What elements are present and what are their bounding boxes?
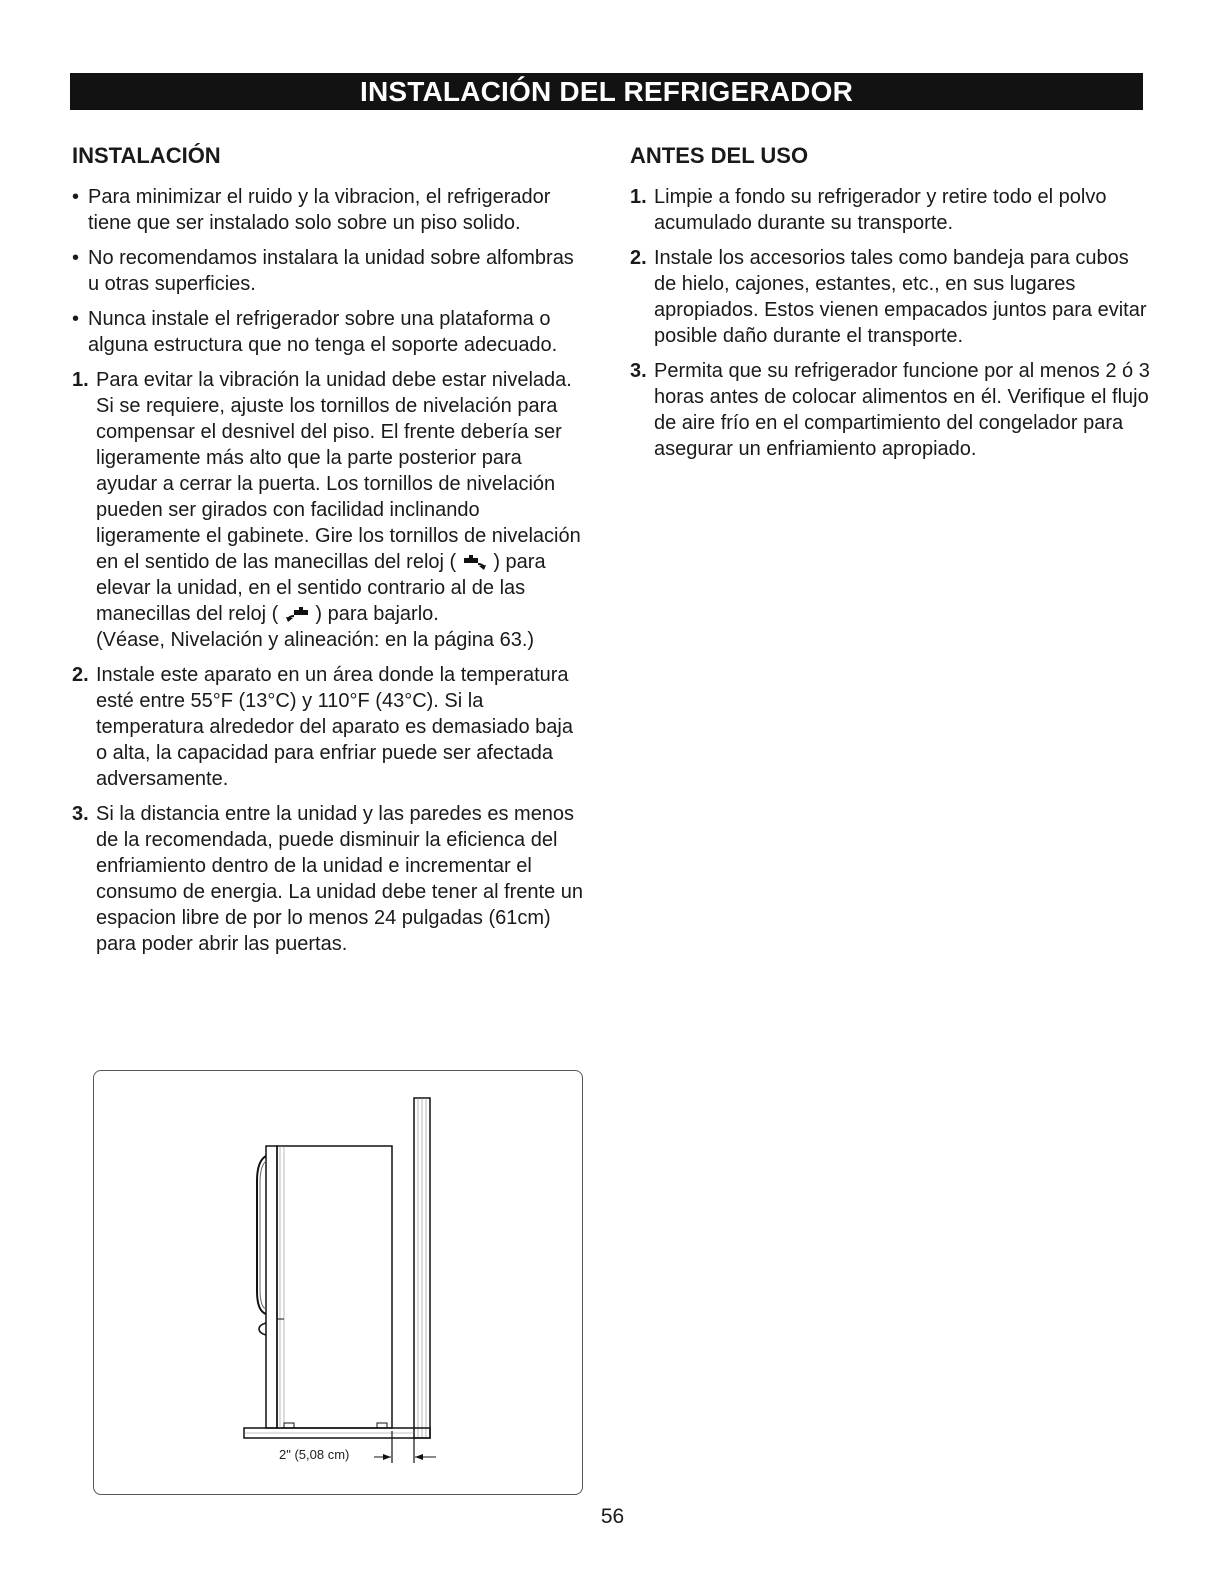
before-use-heading: ANTES DEL USO <box>630 143 809 168</box>
page-banner: INSTALACIÓN DEL REFRIGERADOR <box>70 73 1143 110</box>
clockwise-rotation-icon <box>462 555 488 571</box>
item-number: 1. <box>630 186 647 208</box>
bullet-mark: • <box>72 186 80 208</box>
numbered-item <box>72 367 587 653</box>
item-number: 3. <box>630 360 647 382</box>
bullet-text: Nunca instale el refrigerador sobre una plataforma o alguna estructura que no tenga el soporte adecuado. <box>88 308 558 356</box>
item-number: 2. <box>72 664 89 686</box>
item-text: Permita que su refrigerador funcione por al menos 2 ó 3 horas antes de colocar alimentos en él. Verifique el flujo de aire frío en el compartimiento del congelador para asegurar un enfriamiento apropiado. <box>654 360 1150 460</box>
bullet-item <box>72 245 587 297</box>
bullet-text: Para minimizar el ruido y la vibracion, el refrigerador tiene que ser instalado solo sobre un piso solido. <box>88 186 551 234</box>
numbered-item <box>72 801 587 957</box>
numbered-item <box>630 184 1150 236</box>
door-handle <box>257 1156 266 1314</box>
item-text: Instale este aparato en un área donde la temperatura esté entre 55°F (13°C) y 110°F (43°C). Si la temperatura alrededor del aparato es demasiado baja o alta, la capacidad para enfriar puede ser afectada adversamente. <box>96 664 573 790</box>
item-number: 1. <box>72 369 89 391</box>
bullet-text: No recomendamos instalara la unidad sobre alfombras u otras superficies. <box>88 247 574 295</box>
item-text: Instale los accesorios tales como bandeja para cubos de hielo, cajones, estantes, etc., en sus lugares apropiados. Estos vienen empacados juntos para evitar posible daño durante el transporte. <box>654 247 1147 347</box>
numbered-item <box>630 358 1150 462</box>
refrigerator-clearance-illustration <box>94 1071 582 1494</box>
clearance-diagram-frame <box>93 1070 583 1495</box>
drawer-handle <box>259 1323 266 1335</box>
installation-section <box>72 140 587 966</box>
numbered-item <box>630 245 1150 349</box>
item-number: 2. <box>630 247 647 269</box>
clearance-label: 2" (5,08 cm) <box>279 1447 350 1462</box>
bullet-mark: • <box>72 308 80 330</box>
item-text-part: Para evitar la vibración la unidad debe estar nivelada. Si se requiere, ajuste los tornillos de nivelación para compensar el desnivel del piso. El frente debería ser ligeramente más alto que la parte posterior para ayudar a cerrar la puerta. Los tornillos de nivelación pueden ser girados con facilidad inclinando ligeramente el gabinete. Gire los tornillos de nivelación en el sentido de las manecillas del reloj ( <box>96 369 581 573</box>
before-use-section <box>630 140 1150 471</box>
bullet-item <box>72 306 587 358</box>
installation-heading: INSTALACIÓN <box>72 143 221 168</box>
dimension-arrow-left <box>415 1454 423 1460</box>
dimension-arrow-right <box>383 1454 391 1460</box>
bullet-mark: • <box>72 247 80 269</box>
item-text-part: ) para elevar la unidad, en el sentido contrario al de las manecillas del reloj ( <box>96 551 546 625</box>
refrigerator-doors <box>266 1146 277 1428</box>
item-text-part: ) para bajarlo. <box>315 603 439 625</box>
counterclockwise-rotation-icon <box>284 607 310 623</box>
item-number: 3. <box>72 803 89 825</box>
bullet-item <box>72 184 587 236</box>
page-number: 56 <box>600 1505 625 1528</box>
reference-note: (Véase, Nivelación y alineación: en la página 63.) <box>96 629 535 651</box>
item-text: Si la distancia entre la unidad y las paredes es menos de la recomendada, puede disminuir la eficienca del enfriamiento dentro de la unidad e incrementar el consumo de energia. La unidad debe tener al frente un espacion libre de por lo menos 24 pulgadas (61cm) para poder abrir las puertas. <box>96 803 584 955</box>
refrigerator-body <box>277 1146 392 1428</box>
numbered-item <box>72 662 587 792</box>
item-text: Limpie a fondo su refrigerador y retire todo el polvo acumulado durante su transporte. <box>654 186 1107 234</box>
